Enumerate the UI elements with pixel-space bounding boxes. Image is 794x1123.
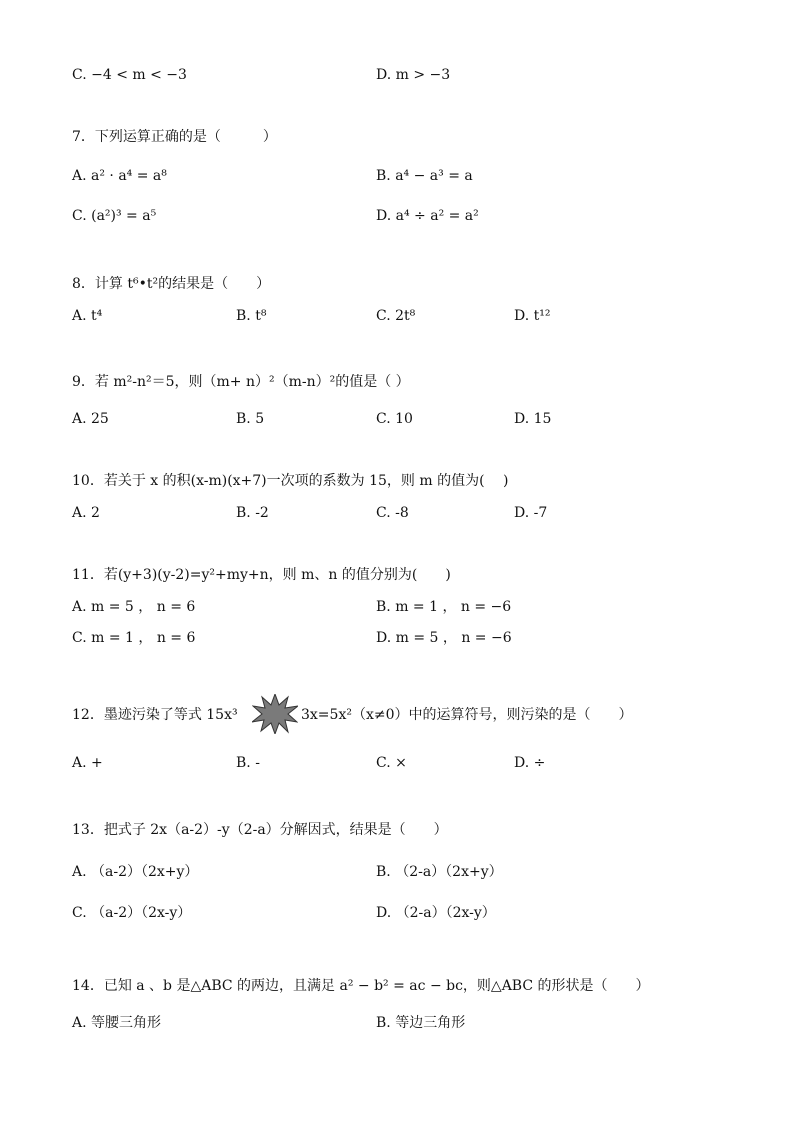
q13-stem: 13．把式子 2x（a-2）-y（2-a）分解因式，结果是（ ） <box>72 822 448 838</box>
q14-stem: 14．已知 a 、b 是△ABC 的两边，且满足 a² − b² = ac − bc，则△ABC 的形状是（ ） <box>72 978 650 994</box>
q6-option-c: C. −4 < m < −3 <box>72 67 187 83</box>
q8-option-a: A. t⁴ <box>72 308 103 324</box>
q14-option-a: A. 等腰三角形 <box>72 1015 162 1031</box>
q10-option-c: C. -8 <box>376 505 409 521</box>
q13-option-a: A. （a-2）（2x+y） <box>72 864 199 880</box>
q9-stem: 9．若 m²-n²＝5，则（m+ n）²（m-n）²的值是（ ） <box>72 374 410 390</box>
q11-option-b: B. m = 1 ， n = −6 <box>376 599 512 615</box>
q7-option-d: D. a⁴ ÷ a² = a² <box>376 208 479 224</box>
q12-option-d: D. ÷ <box>514 755 546 771</box>
q10-stem: 10．若关于 x 的积(x-m)(x+7)一次项的系数为 15，则 m 的值为( ) <box>72 473 509 489</box>
q13-option-b: B. （2-a）（2x+y） <box>376 864 503 880</box>
q14-option-b: B. 等边三角形 <box>376 1015 466 1031</box>
q8-option-c: C. 2t⁸ <box>376 308 416 324</box>
q11-option-a: A. m = 5 ， n = 6 <box>72 599 196 615</box>
q12-option-a: A. + <box>72 755 103 771</box>
q9-option-c: C. 10 <box>376 411 413 427</box>
q12-option-c: C. × <box>376 755 407 771</box>
q7-option-b: B. a⁴ − a³ = a <box>376 168 473 184</box>
q13-option-c: C. （a-2）（2x-y） <box>72 905 192 921</box>
q8-option-b: B. t⁸ <box>236 308 267 324</box>
q8-stem: 8．计算 t⁶•t²的结果是（ ） <box>72 276 271 292</box>
q8-option-d: D. t¹² <box>514 308 551 324</box>
q11-stem: 11．若(y+3)(y-2)=y²+my+n，则 m、n 的值分别为( ) <box>72 567 451 583</box>
q11-option-c: C. m = 1 ， n = 6 <box>72 630 196 646</box>
q12-stem-before: 12．墨迹污染了等式 15x³ <box>72 707 238 723</box>
q10-option-d: D. -7 <box>514 505 548 521</box>
q12-option-b: B. - <box>236 755 260 771</box>
q9-option-b: B. 5 <box>236 411 265 427</box>
q10-option-b: B. -2 <box>236 505 269 521</box>
q7-option-c: C. (a²)³ = a⁵ <box>72 208 157 224</box>
q13-option-d: D. （2-a）（2x-y） <box>376 905 496 921</box>
ink-blot-icon <box>252 694 298 734</box>
q9-option-d: D. 15 <box>514 411 552 427</box>
q7-option-a: A. a² · a⁴ = a⁸ <box>72 168 167 184</box>
q6-option-d: D. m > −3 <box>376 67 451 83</box>
q11-option-d: D. m = 5 ， n = −6 <box>376 630 512 646</box>
q10-option-a: A. 2 <box>72 505 100 521</box>
q7-stem: 7．下列运算正确的是（ ） <box>72 129 277 145</box>
q9-option-a: A. 25 <box>72 411 109 427</box>
q12-stem-after: 3x=5x²（x≠0）中的运算符号，则污染的是（ ） <box>301 707 633 723</box>
